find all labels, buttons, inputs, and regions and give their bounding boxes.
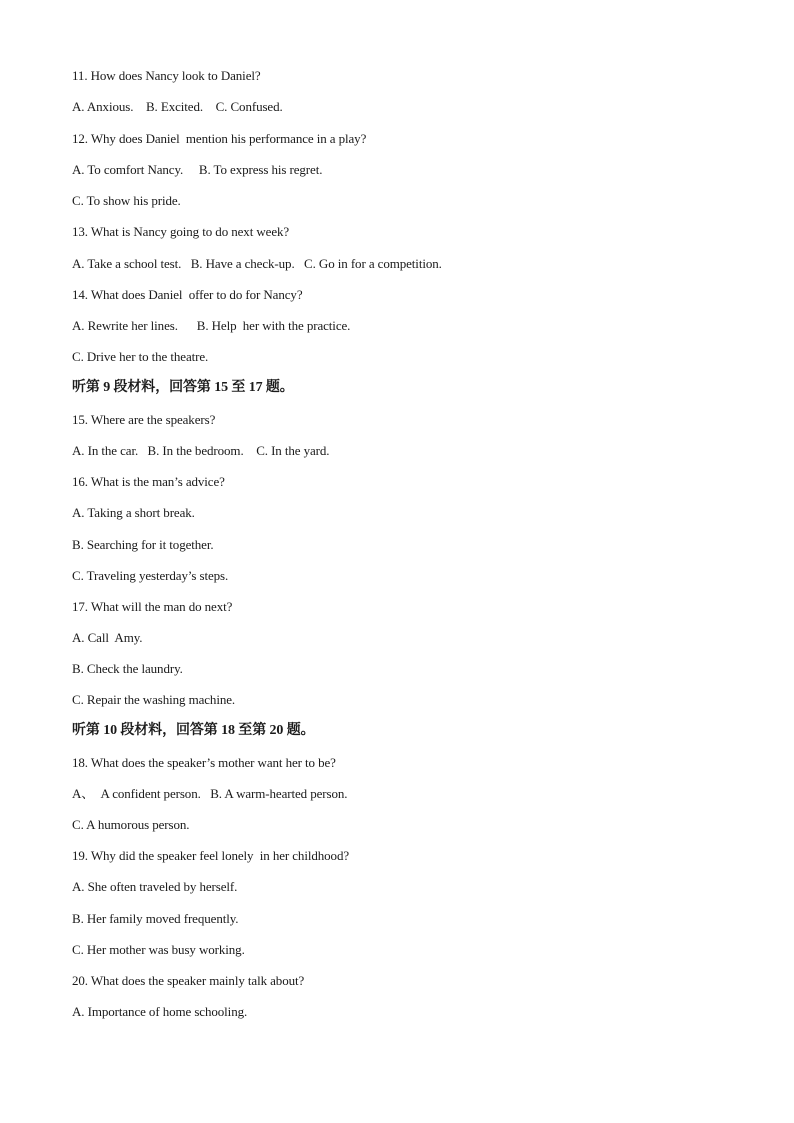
question-15: 15. Where are the speakers? — [72, 412, 216, 427]
question-20: 20. What does the speaker mainly talk about? — [72, 973, 305, 988]
question-13-options: A. Take a school test. B. Have a check-up. C. Go in for a competition. — [72, 256, 442, 271]
question-17-option-a: A. Call Amy. — [72, 630, 143, 645]
question-14: 14. What does Daniel offer to do for Nancy? — [72, 287, 303, 302]
question-14-option-c: C. Drive her to the theatre. — [72, 349, 209, 364]
question-16: 16. What is the man’s advice? — [72, 474, 225, 489]
question-11-options: A. Anxious. B. Excited. C. Confused. — [72, 99, 283, 114]
question-18-option-c: C. A humorous person. — [72, 817, 190, 832]
question-13: 13. What is Nancy going to do next week? — [72, 224, 290, 239]
question-17-option-c: C. Repair the washing machine. — [72, 692, 236, 707]
question-19-option-b: B. Her family moved frequently. — [72, 911, 239, 926]
question-12-option-c: C. To show his pride. — [72, 193, 181, 208]
question-16-option-c: C. Traveling yesterday’s steps. — [72, 568, 229, 583]
section-heading-9: 听第 9 段材料，回答第 15 至 17 题。 — [72, 380, 294, 395]
question-17-option-b: B. Check the laundry. — [72, 661, 183, 676]
question-12: 12. Why does Daniel mention his performance in a play? — [72, 131, 367, 146]
question-12-options-ab: A. To comfort Nancy. B. To express his regret. — [72, 162, 323, 177]
question-14-options-ab: A. Rewrite her lines. B. Help her with the practice. — [72, 318, 351, 333]
question-16-option-a: A. Taking a short break. — [72, 505, 195, 520]
question-11: 11. How does Nancy look to Daniel? — [72, 68, 261, 83]
question-19-option-a: A. She often traveled by herself. — [72, 879, 238, 894]
question-18: 18. What does the speaker’s mother want her to be? — [72, 755, 336, 770]
question-20-option-a: A. Importance of home schooling. — [72, 1004, 248, 1019]
question-19-option-c: C. Her mother was busy working. — [72, 942, 245, 957]
section-heading-10: 听第 10 段材料，回答第 18 至第 20 题。 — [72, 723, 315, 738]
question-16-option-b: B. Searching for it together. — [72, 537, 214, 552]
question-18-options-ab: A、 A confident person. B. A warm-hearted person. — [72, 786, 348, 801]
question-19: 19. Why did the speaker feel lonely in her childhood? — [72, 848, 350, 863]
question-17: 17. What will the man do next? — [72, 599, 233, 614]
question-15-options: A. In the car. B. In the bedroom. C. In the yard. — [72, 443, 330, 458]
